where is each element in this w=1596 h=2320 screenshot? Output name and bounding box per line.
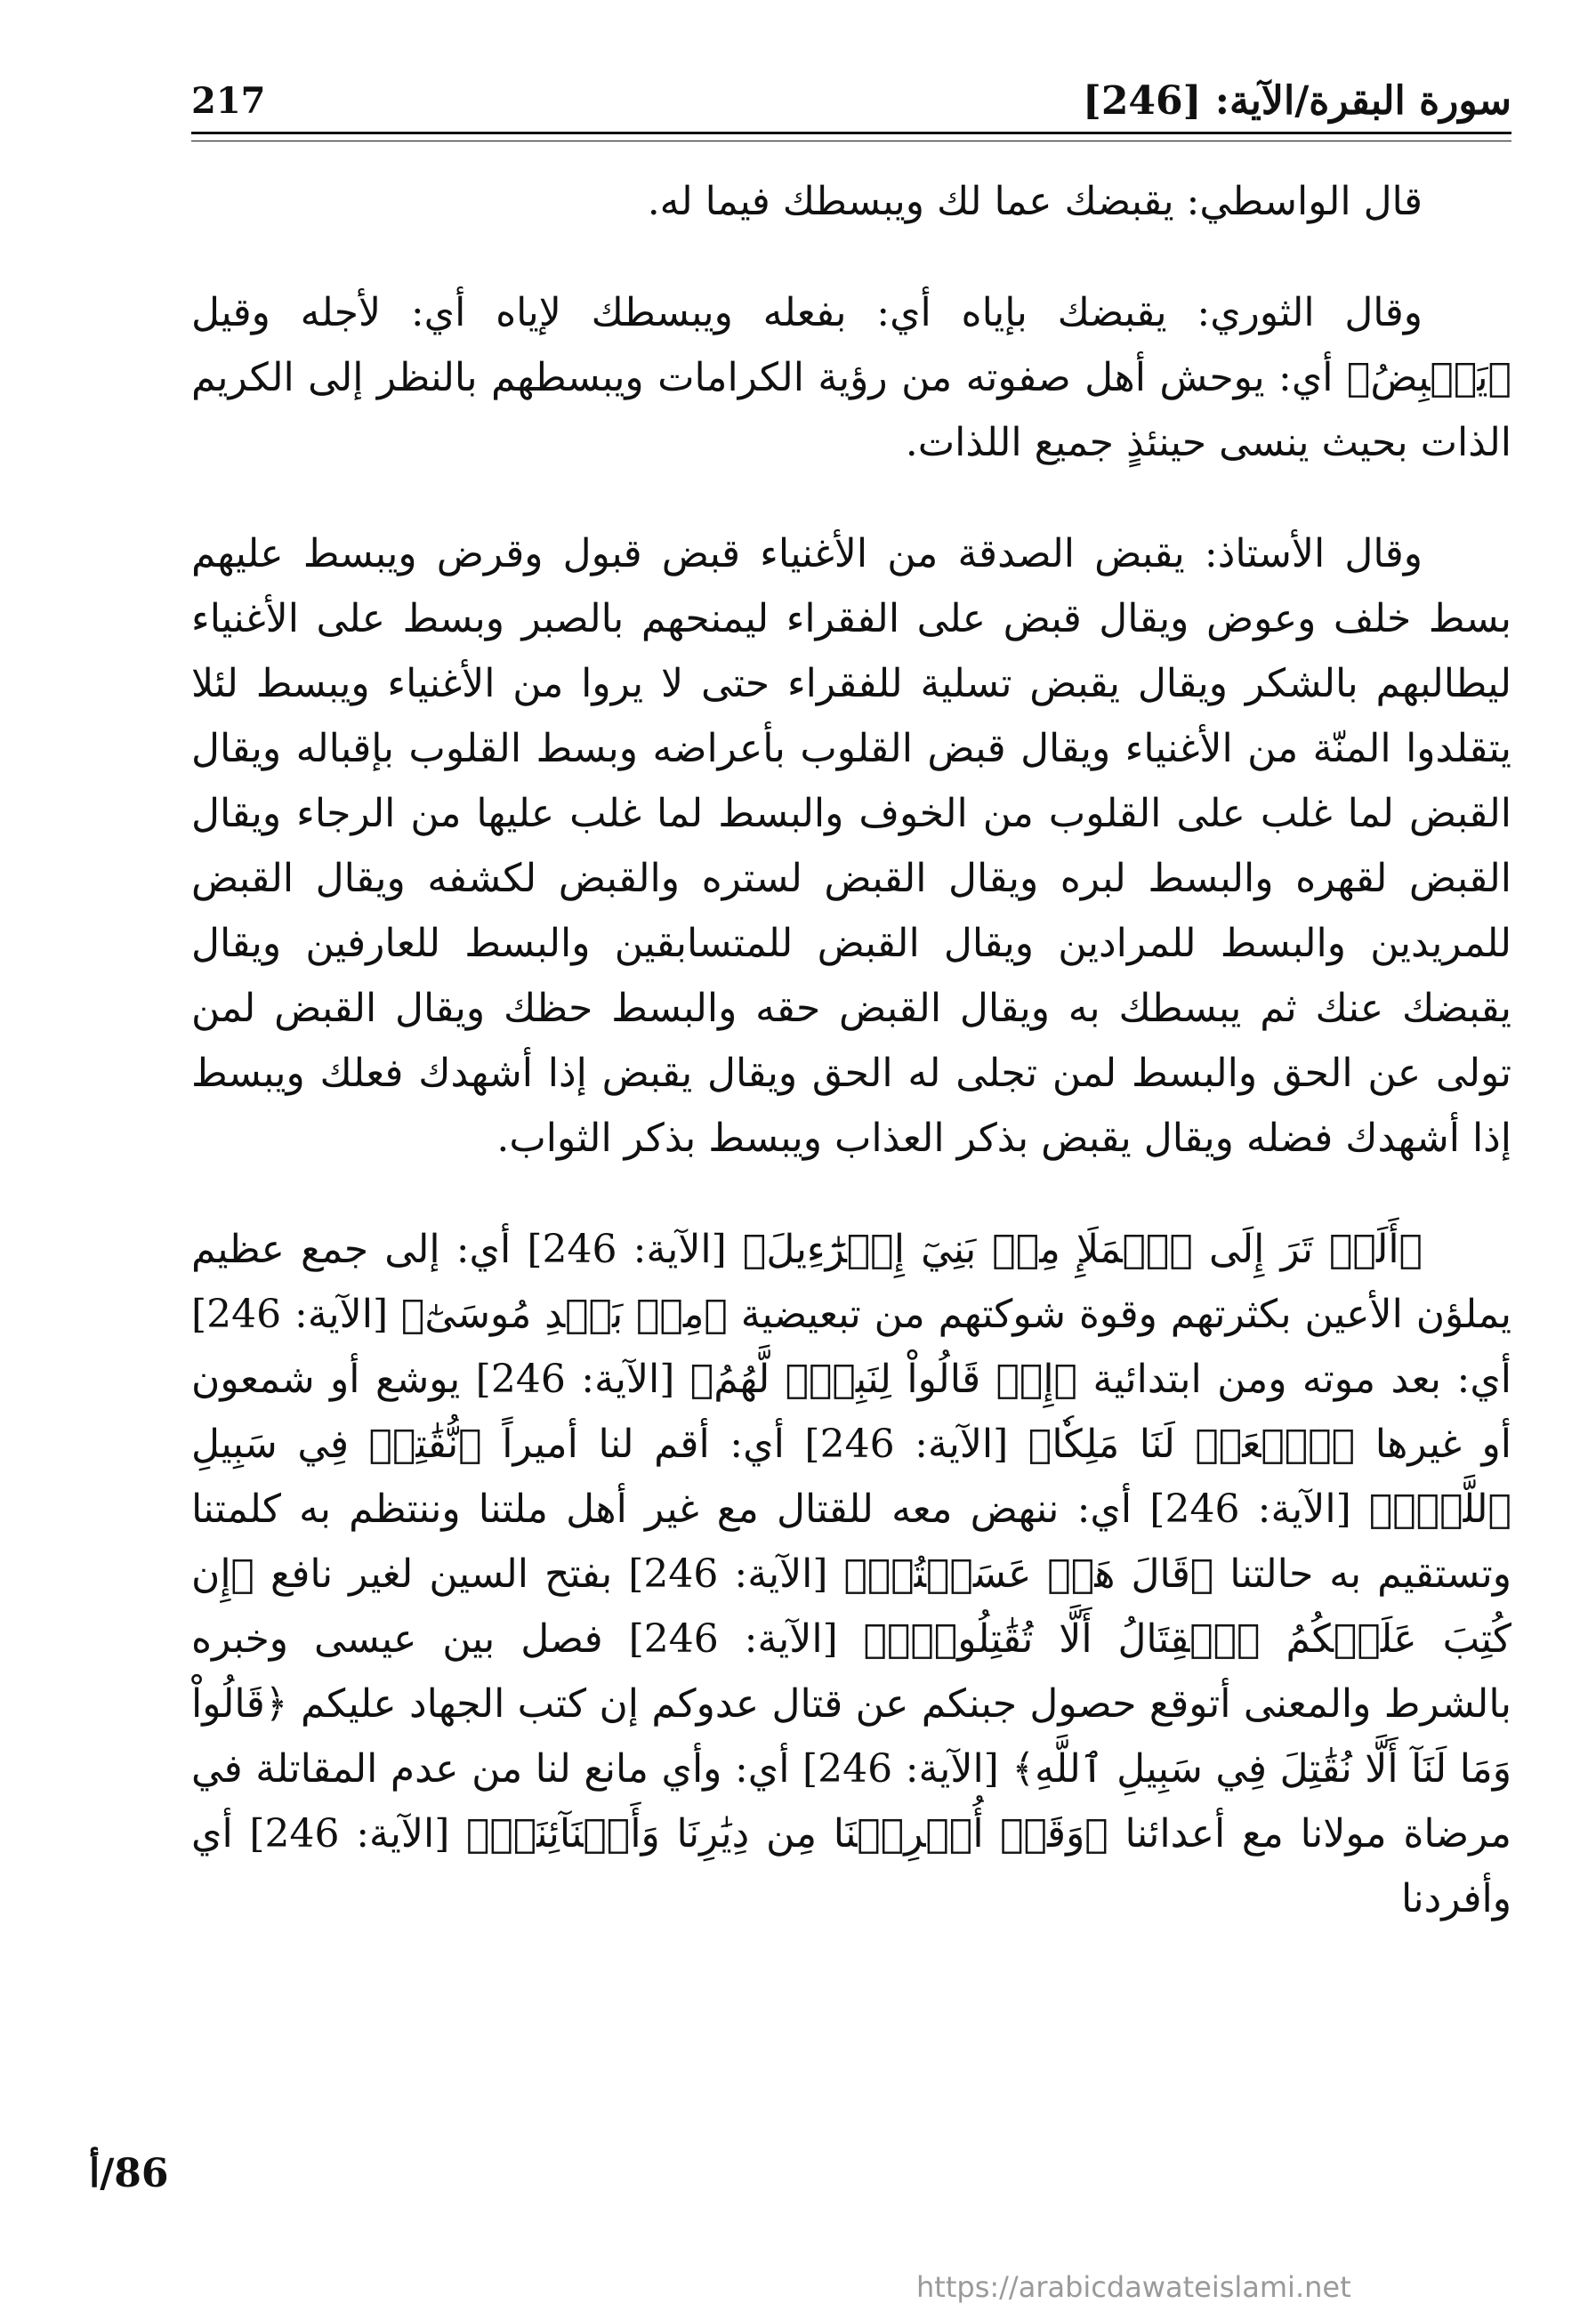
header-rule-thick <box>191 132 1511 134</box>
paragraph-ustadh: وقال الأستاذ: يقبض الصدقة من الأغنياء قبض قبول وقرض ويبسط عليهم بسط خلف وعوض ويقال قبض على الفقراء ليمنحهم بالصبر وبسط على الأغنياء ليطالبهم بالشكر ويقال يقبض تسلية للفقراء حتى لا يروا من الأغنياء ويبسط لئلا يتقلدوا المنّة من الأغنياء ويقال قبض القلوب بأعراضه وبسط القلوب بإقباله ويقال القبض لما غلب على القلوب من الخوف والبسط لما غلب عليها من الرجاء ويقال القبض لقهره والبسط لبره ويقال القبض لستره والقبض لكشفه ويقال القبض للمريدين والبسط للمرادين ويقال القبض للمتسابقين والبسط للعارفين ويقال يقبضك عنك ثم يبسطك به ويقال القبض حقه والبسط حظك ويقال القبض لمن تولى عن الحق والبسط لمن تجلى له الحق ويقال يقبض إذا أشهدك فعلك ويبسط إذا أشهدك فضله ويقال يقبض بذكر العذاب ويبسط بذكر الثواب. <box>191 531 1511 1161</box>
manuscript-folio-note: 86/أ <box>89 2151 169 2196</box>
running-header <box>191 73 1511 128</box>
page-body <box>191 169 1511 1931</box>
page-number: 217 <box>191 79 266 122</box>
surah-title: سورة البقرة/الآية: [246] <box>1082 77 1511 124</box>
paragraph-thawri: وقال الثوري: يقبضك بإياه أي: بفعله ويبسطك لإياه أي: لأجله وقيل ﴿يَقۡبِضُ﴾ أي: يوحش أهل صفوته من رؤية الكرامات ويبسطهم بالنظر إلى الكريم الذات بحيث ينسى حينئذٍ جميع اللذات. <box>191 290 1511 465</box>
paragraph-verse-commentary: ﴿أَلَمۡ تَرَ إِلَى ٱلۡمَلَإِ مِنۢ بَنِيٓ إِسۡرَٰٓءِيلَ﴾ [الآية: 246] أي: إلى جمع عظيم يملؤن الأعين بكثرتهم وقوة شوكتهم من تبعيضية ﴿مِنۢ بَعۡدِ مُوسَىٰٓ﴾ [الآية: 246] أي: بعد موته ومن ابتدائية ﴿إِذۡ قَالُواْ لِنَبِيّٖ لَّهُمُ﴾ [الآية: 246] يوشع أو شمعون أو غيرها ﴿ٱبۡعَثۡ لَنَا مَلِكٗا﴾ [الآية: 246] أي: أقم لنا أميراً ﴿نُّقَٰتِلۡ فِي سَبِيلِ ٱللَّهِۖ﴾ [الآية: 246] أي: ننهض معه للقتال مع غير أهل ملتنا وننتظم به كلمتنا وتستقيم به حالتنا ﴿قَالَ هَلۡ عَسَيۡتُمۡ﴾ [الآية: 246] بفتح السين لغير نافع ﴿إِن كُتِبَ عَلَيۡكُمُ ٱلۡقِتَالُ أَلَّا تُقَٰتِلُواْۖ﴾ [الآية: 246] فصل بين عيسى وخبره بالشرط والمعنى أتوقع حصول جبنكم عن قتال عدوكم إن كتب الجهاد عليكم ﴿قَالُواْ وَمَا لَنَآ أَلَّا نُقَٰتِلَ فِي سَبِيلِ ٱللَّهِ﴾ [الآية: 246] أي: وأي مانع لنا من عدم المقاتلة في مرضاة مولانا مع أعدائنا ﴿وَقَدۡ أُخۡرِجۡنَا مِن دِيَٰرِنَا وَأَبۡنَآئِنَاۖ﴾ [الآية: 246] أي وأفردنا <box>191 1227 1512 1921</box>
paragraph-wasiti: قال الواسطي: يقبضك عما لك ويبسطك فيما له. <box>647 179 1423 224</box>
site-watermark: https://arabicdawateislami.net <box>916 2270 1351 2304</box>
